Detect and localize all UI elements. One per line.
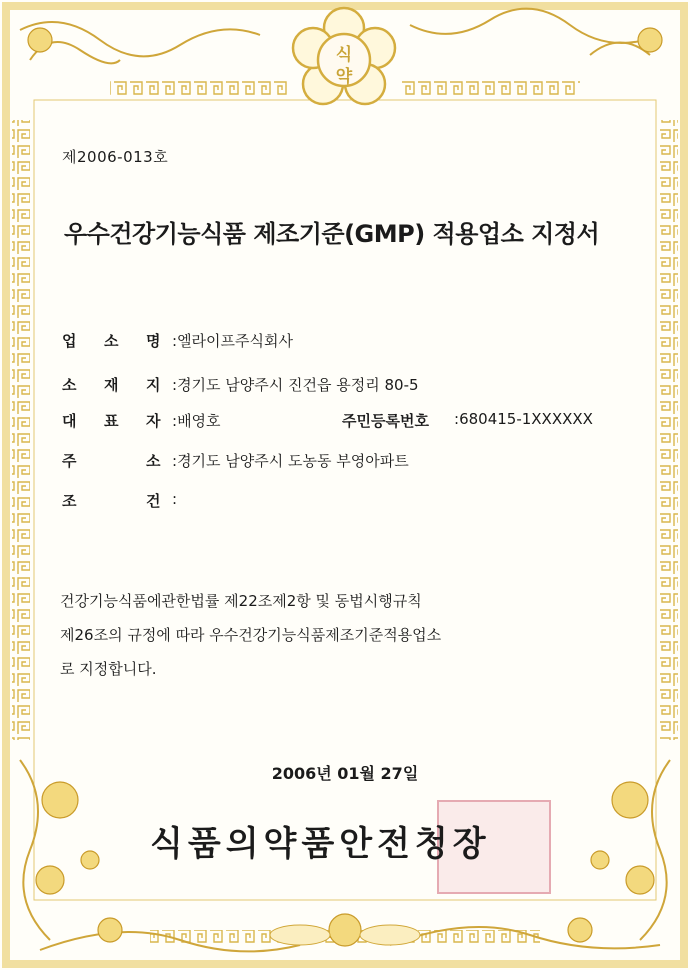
label-char: 조 bbox=[62, 492, 77, 510]
certificate-number: 제2006-013호 bbox=[62, 148, 169, 166]
body-line: 로 지정합니다. bbox=[60, 660, 157, 678]
field-value: :경기도 남양주시 진건읍 용정리 80-5 bbox=[172, 376, 419, 394]
label-char: 업 bbox=[62, 332, 77, 350]
emblem bbox=[285, 6, 403, 110]
label-char: 대 bbox=[62, 412, 77, 430]
label-char: 소 bbox=[146, 452, 161, 470]
emblem-text-top: 식 bbox=[335, 45, 353, 65]
location: 경기도 남양주시 진건읍 용정리 80-5 bbox=[177, 376, 419, 394]
resident-number-label: 주민등록번호 bbox=[342, 412, 429, 430]
label-char: 건 bbox=[146, 492, 161, 510]
field-value: :경기도 남양주시 도농동 부영아파트 bbox=[172, 452, 409, 470]
representative-name: 배영호 bbox=[177, 412, 221, 430]
field-value: :배영호 bbox=[172, 412, 221, 430]
label-char: 소 bbox=[104, 332, 119, 350]
resident-number: 680415-1XXXXXX bbox=[459, 410, 593, 428]
field-value: : bbox=[172, 490, 178, 508]
certificate-title: 우수건강기능식품 제조기준(GMP) 적용업소 지정서 bbox=[64, 220, 600, 248]
issuing-authority: 식품의약품안전청장 bbox=[150, 824, 491, 864]
body-line: 제26조의 규정에 따라 우수건강기능식품제조기준적용업소 bbox=[60, 626, 442, 644]
label-char: 지 bbox=[146, 376, 161, 394]
company-name: 엘라이프주식회사 bbox=[177, 332, 293, 350]
label-char: 표 bbox=[104, 412, 119, 430]
label-char: 소 bbox=[62, 376, 77, 394]
label-char: 주 bbox=[62, 452, 77, 470]
label-char: 재 bbox=[104, 376, 119, 394]
issue-date: 2006년 01월 27일 bbox=[271, 764, 419, 783]
resident-number-value: :680415-1XXXXXX bbox=[454, 410, 593, 428]
certificate-body bbox=[60, 584, 620, 686]
address: 경기도 남양주시 도농동 부영아파트 bbox=[177, 452, 409, 470]
emblem-text-bottom: 약 bbox=[335, 67, 353, 87]
label-char: 자 bbox=[146, 412, 161, 430]
body-line: 건강기능식품에관한법률 제22조제2항 및 동법시행규칙 bbox=[60, 592, 422, 610]
field-value: :엘라이프주식회사 bbox=[172, 332, 293, 350]
label-char: 명 bbox=[146, 332, 161, 350]
